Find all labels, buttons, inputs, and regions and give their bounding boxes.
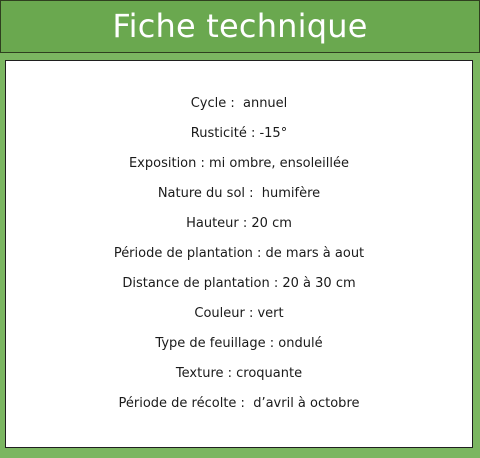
detail-harvest-period: Période de récolte : d’avril à octobre [118,396,360,411]
details-panel [5,60,473,448]
detail-hardiness: Rusticité : -15° [190,126,288,141]
details-list [6,94,472,424]
detail-color: Couleur : vert [194,306,284,321]
page-title: Fiche technique [112,6,368,45]
detail-texture: Texture : croquante [175,366,303,381]
detail-planting-distance: Distance de plantation : 20 à 30 cm [122,276,356,291]
detail-foliage-type: Type de feuillage : ondulé [155,336,323,351]
header-bar [0,0,480,53]
detail-soil-type: Nature du sol : humifère [157,186,321,201]
detail-height: Hauteur : 20 cm [186,216,292,231]
detail-exposure: Exposition : mi ombre, ensoleillée [128,156,350,171]
detail-cycle: Cycle : annuel [190,96,288,111]
detail-planting-period: Période de plantation : de mars à aout [113,246,365,261]
